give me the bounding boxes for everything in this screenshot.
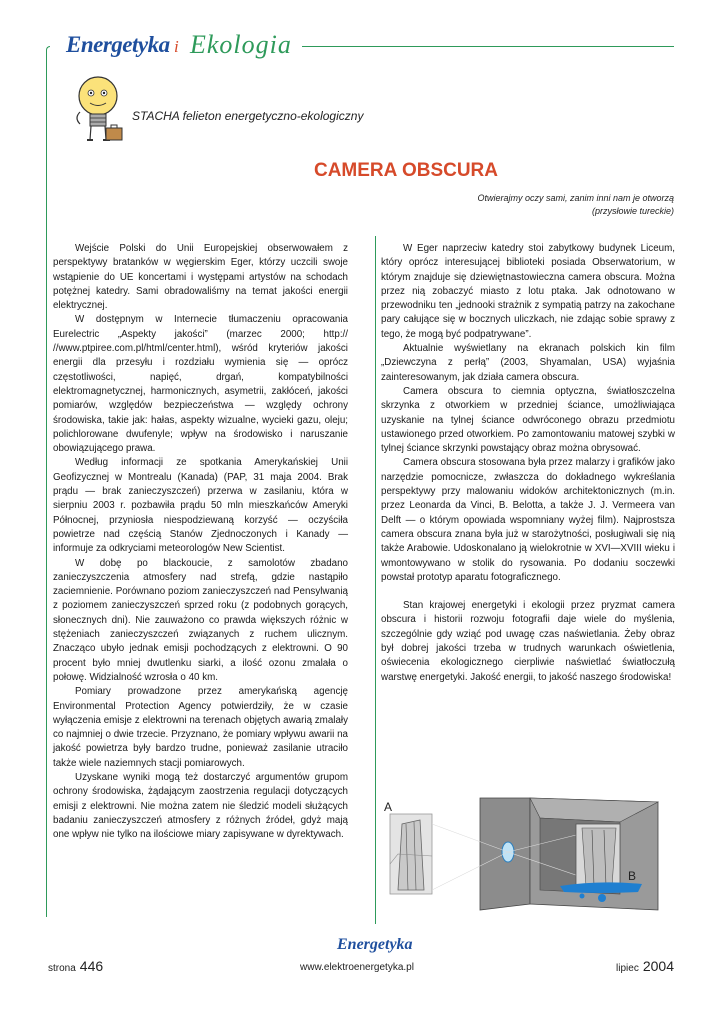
logo-ekologia: Ekologia — [190, 30, 292, 59]
footer-url[interactable]: www.elektroenergetyka.pl — [300, 962, 414, 973]
figure-label-a: A — [384, 800, 393, 814]
article-left-column — [53, 242, 348, 842]
footer-issue-date — [616, 958, 674, 974]
paragraph: Wejście Polski do Unii Europejskiej obserwowałem z perspektywy bratanków w węgierskim Eger, którzy uczcili swoje wstąpienie do UE koncertami i występami artystów na schodach potężnej katedry. Sami obradowaliśmy na temat jakości energii elektrycznej. — [53, 243, 348, 312]
paragraph: Pomiary prowadzone przez amerykańską agencję Environmental Protection Agency potwierdziły, że w czasie wyłączenia emisje z elektrowni na terenach objętych awarią zmalały co najmniej o dwie trzecie. Przyznano, że pomiary wpływu awarii na jakość powietrza były bardzo trudne, ponieważ zasilanie utraciło także wiele naziemnych stacji pomiarowych. — [53, 686, 348, 769]
logo-energetyka: Energetyka — [66, 32, 170, 57]
footer-page-number: 446 — [79, 958, 104, 974]
lightbulb-mascot-icon — [60, 72, 140, 152]
paragraph: Aktualnie wyświetlany na ekranach polskich kin film „Dziewczyna z perłą” (2003, Shyamalan, USA) wyjaśnia zainteresowanym, jak działa camera obscura. — [381, 343, 675, 383]
motto — [477, 192, 674, 218]
paragraph: Camera obscura stosowana była przez malarzy i grafików jako narzędzie pomocnicze, zwłaszcza do dokładnego wykreślania perspektywy przy malowaniu widoków architektonicznych (m.in. przez Leonarda da Vinci, B. Belotta, a także J. J. Vermeera van Delft — o którym opowiada wspomniany wyżej film). Najprostsza camera obscura znana była już w starożytności, posługiwali się nią także Arabowie. Udoskonalano ją wielokrotnie w XVI—XVIII wieku i wmontowywano w stolik do rysowania. Po dodaniu soczewki powstał prototyp aparatu fotograficznego. — [381, 457, 675, 583]
paragraph-conclusion: Stan krajowej energetyki i ekologii przez pryzmat camera obscura i historii rozwoju fotografii daje wiele do myślenia, szczególnie gdy wziąć pod uwagę czas naświetlania. Żeby obraz był dobrej jakości trzeba w trudnych warunkach oświetlenia, oświecenia ekologicznego cierpliwie naświetlać światłoczułą warstwę energetyki. Jakość energii, to jakość naszego środowiska! — [381, 600, 675, 683]
paragraph: Według informacji ze spotkania Amerykańskiej Unii Geofizycznej w Montrealu (Kanada) (PAP, 31 maja 2004. Brak prądu — brak zanieczyszczeń) przerwa w zasilaniu, która w sierpniu 2003 r. pozbawiła prądu 50 mln mieszkańców Ameryki Północnej, przyniosła niespodziewaną korzyść — oczyściła powietrze nad częścią Stanów Zjednoczonych i Kanady — informuje za odkryciami meteorologów New Scientist. — [53, 457, 348, 555]
column-divider — [375, 236, 376, 924]
footer-page — [48, 958, 103, 974]
paragraph: Camera obscura to ciemnia optyczna, światłoszczelna skrzynka z otworkiem w przedniej ściance, umożliwiająca uzyskanie na tylnej ściance odwróconego obrazu przedmiotu ustawionego przed otworkiem. Po zamontowaniu matowej szybki w tylnej ściance skrzynki powstający obraz można obrysować. — [381, 385, 675, 455]
footer-year: 2004 — [642, 958, 674, 974]
paragraph: Uzyskane wyniki mogą też dostarczyć argumentów grupom ochrony środowiska, żądającym zaostrzenia regulacji dotyczących emisji z elektrowni. Nie można zatem nie śledzić modeli służących badaniu zanieczyszczeń atmosfery z różnych źródeł, gdyż mają one wpływ nie tylko na ilościowe miary zapisywane w dyrektywach. — [53, 771, 348, 841]
footer-logo: Energetyka — [337, 936, 413, 953]
paragraph: W dostępnym w Internecie tłumaczeniu opracowania Eurelectric „Aspekty jakości” (marzec 2000; http:// //www.ptpiree.com.pl/html/center.html), wśród kryteriów jakości energii dla przesyłu i rozdziału wymienia się — oprócz częstotliwości, napięć, drgań, kompatybilności elektromagnetycznej, harmonicznych, asymetrii, zakłóceń, jakości pomiarów, względów bezpieczeństwa — względy ochrony środowiska, takie jak: hałas, aspekty wizualne, wycieki gazu, oleju; polichlorowane dwufenyle; wpływ na środowisko i naruszanie obowiązującego prawa. — [53, 314, 348, 455]
article-right-column — [381, 242, 675, 685]
motto-source: (przysłowie tureckie) — [591, 206, 674, 216]
paragraph: W Eger naprzeciw katedry stoi zabytkowy budynek Liceum, który oprócz interesującej biblioteki posiada Obserwatorium, w którym znajduje się dziewiętnastowieczna camera obscura. Można przez nią zobaczyć miasto z lotu ptaka. Jak odnotowano w przewodniku ten „jednooki strażnik z sympatią patrzy na zakochane pary całujące się w bocznych uliczkach, nie zdając sobie sprawy z tego, że mogą być podpatrywane”. — [381, 243, 675, 340]
logo-conjunction: i — [174, 37, 179, 56]
motto-quote: Otwierajmy oczy sami, zanim inni nam je otworzą — [477, 193, 674, 203]
header-rule — [302, 46, 674, 47]
footer-month: lipiec — [616, 963, 639, 974]
camera-obscura-illustration — [380, 794, 663, 914]
column-subtitle: STACHA felieton energetyczno-ekologiczny — [132, 109, 364, 123]
article-title: CAMERA OBSCURA — [313, 160, 499, 181]
footer-strona-label: strona — [48, 963, 76, 974]
figure-label-b: B — [628, 869, 637, 883]
paragraph: W dobę po blackoucie, z samolotów zbadano zanieczyszczenia atmosfery nad strefą, gdzie nastąpiło zaciemnienie. Porównano poziom zanieczyszczeń nad Pensylwanią z poziomem zanieczyszczeń sprzed roku (z podobnych gorących, słonecznych dni). Nie zauważono co prawda większych różnic w stężeniach zanieczyszczeń związanych z ruchem ulicznym. Znacząco ubyło jednak emisji pochodzących z elektrowni. O 90 procent było mniej dwutlenku siarki, a ilość ozonu zmalała o połowę. Widzialność wzrosła o 40 km. — [53, 557, 348, 683]
